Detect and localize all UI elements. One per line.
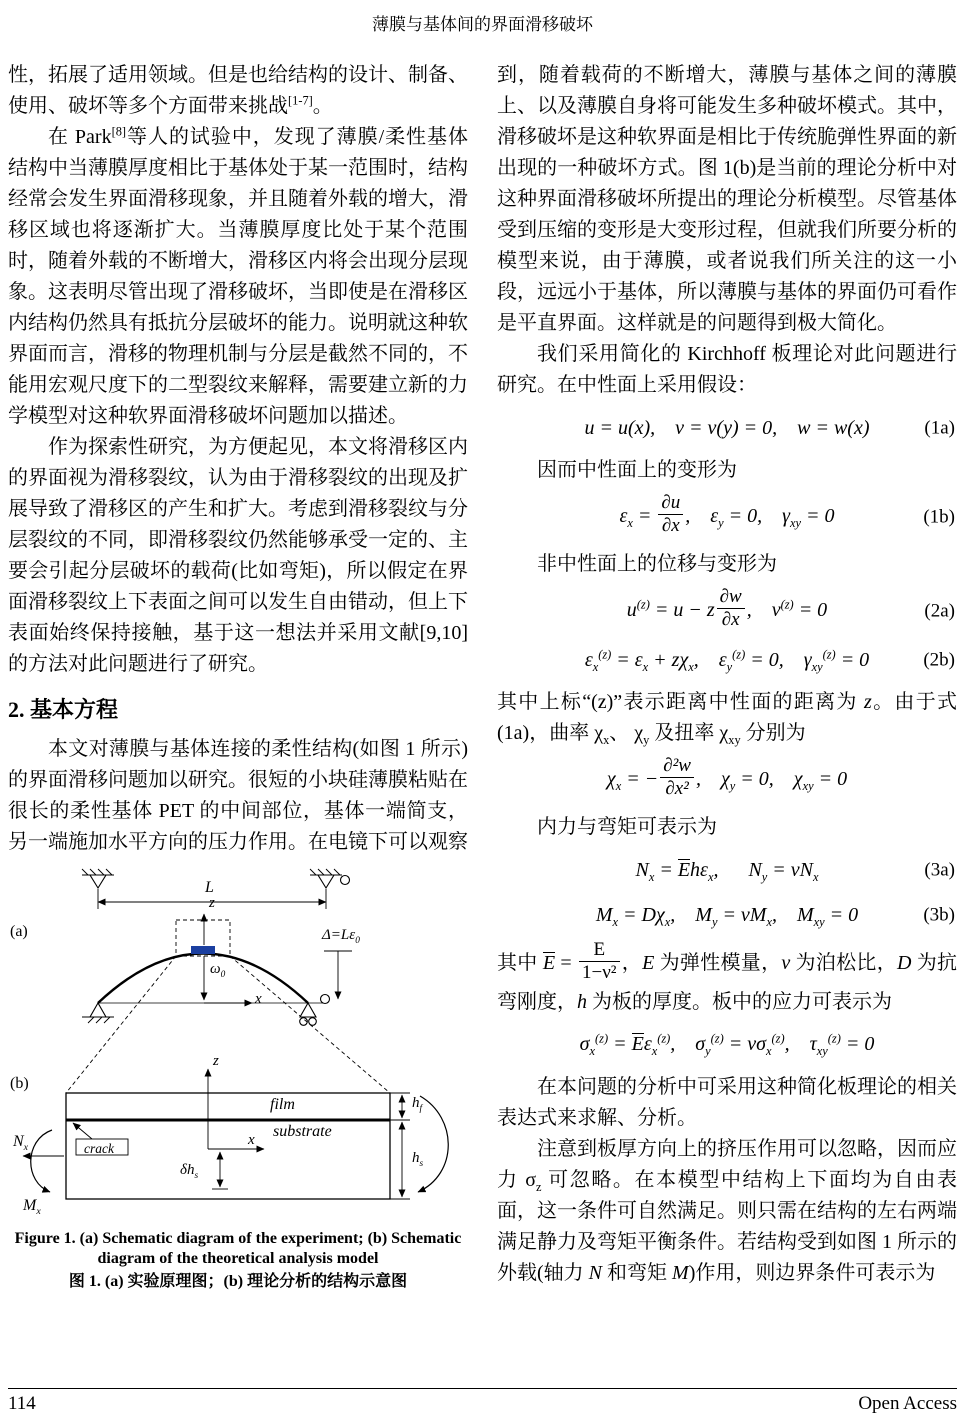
equation-3a <box>497 852 957 888</box>
top-left-pin-support <box>82 869 114 888</box>
paragraph: 其中 E = $\frac{E}{\text{1−ν²}}$ ，E 为弹性模量，ν 为泊松比，D 为抗弯刚度，h 为板的厚度。板中的应力可表示为 <box>497 939 958 1013</box>
paragraph: 在本问题的分析中可采用这种简化板理论的相关表达式来求解、分析。 <box>497 1075 957 1129</box>
end-shortening-dimension <box>324 951 352 999</box>
equation-1b <box>497 492 957 540</box>
equation-number: (1b) <box>923 506 955 528</box>
section-heading-basic-equations: 2. 基本方程 <box>8 697 119 722</box>
equation-2b <box>497 642 957 678</box>
figure-label-x-axis-b: x <box>248 1132 255 1148</box>
equation-number: (3a) <box>924 859 955 881</box>
right-column <box>497 60 957 1293</box>
right-moment-arrow <box>418 1096 448 1192</box>
paragraph: 作为探索性研究，为方便起见，本文将滑移区内的界面视为滑移裂纹，认为由于滑移裂纹的出现及扩展导致了滑移区的产生和扩大。考虑到滑移裂纹与分层裂纹的不同，即滑移裂纹仍然能够承受一定的、主要会引起分层破坏的载荷(比如弯矩)，所以假定在界面滑移裂纹上下表面之间可以发生自由错动，但上下表面始终保持接触，基于这一想法并采用文献[9,10]的方法对此问题进行了研究。 <box>8 436 468 675</box>
page-header-title: 薄膜与基体间的界面滑移破坏 <box>372 15 593 34</box>
equation-stress <box>497 1027 957 1063</box>
paragraph: 我们采用简化的 Kirchhoff 板理论对此问题进行研究。在中性面上采用假设： <box>497 343 957 396</box>
figure-1 <box>8 868 468 1293</box>
figure-label-span-L: L <box>205 879 214 896</box>
equation-body: $\varepsilon_x$ = $\frac{\partial u}{\partial x}$ , $\varepsilon_y = 0$, $\gamma_{xy} = 0$ <box>619 492 835 536</box>
equation-body: $N_x = Eh\varepsilon_x$, $N_y = \nu N_x$ <box>635 858 819 884</box>
silicon-film-rect <box>191 946 215 954</box>
equation-body: $M_x = D\chi_x$, $M_y = \nu M_x$, $M_{xy} = 0$ <box>595 903 859 929</box>
top-right-pin-support <box>310 869 350 888</box>
figure-1-canvas <box>8 868 468 1220</box>
figure-label-end-shortening: $\Delta=L\varepsilon_0$ <box>322 927 360 946</box>
figure-label-axial-force-Nx: $N_x$ <box>13 1133 29 1154</box>
figure-label-crack: crack <box>84 1141 114 1156</box>
figure-caption-english: Figure 1. (a) Schematic diagram of the experiment; (b) Schematic diagram of the theoretical analysis model <box>14 1230 462 1267</box>
equation-number: (2a) <box>924 600 955 622</box>
figure-label-z-axis-a: z <box>209 895 215 911</box>
page-number: 114 <box>8 1393 36 1414</box>
equation-body: u = u(x), v = v(y) = 0, w = w(x) <box>584 416 870 439</box>
figure-part-b-label: (b) <box>10 1075 29 1092</box>
figure-label-z-axis-b: z <box>213 1053 219 1069</box>
equation-body: $\varepsilon_x^{(z)} = \varepsilon_x + z\chi_x$, $\varepsilon_y^{(z)} = 0$, $\gamma_{xy}^{(z)} = 0$ <box>584 647 870 674</box>
equation-3b <box>497 897 957 933</box>
figure-1-diagram <box>8 868 468 1220</box>
left-column <box>8 60 468 1293</box>
equation-number: (1a) <box>924 417 955 439</box>
paragraph: 非中性面上的位移与变形为 <box>537 552 777 575</box>
open-access-label: Open Access <box>858 1393 957 1414</box>
page-footer <box>8 1388 957 1414</box>
figure-label-x-axis-a: x <box>255 991 262 1007</box>
paragraph: 注意到板厚方向上的挤压作用可以忽略，因而应力 $\sigma_z$ 可忽略。在本模型中结构上下面均为自由表面，这一条件可自然满足。则只需在结构的左右两端满足静力及弯矩平衡条件。若结构受到如图 1 所示的外载(轴力 N 和弯矩 M)作用，则边界条件可表示为 <box>497 1137 958 1284</box>
equation-curvature <box>497 755 957 803</box>
paragraph: 其中上标“(z)”表示距离中性面的距离为 z。由于式(1a)，曲率 $\chi_x$、 $\chi_y$ 及扭率 $\chi_{xy}$ 分别为 <box>497 691 958 748</box>
left-moment-arrow <box>31 1130 52 1192</box>
equation-number: (2b) <box>923 649 955 671</box>
figure-1-caption <box>8 1229 468 1293</box>
equation-body: $\sigma_x^{(z)} = E\varepsilon_x^{(z)}$, $\sigma_y^{(z)} = \nu\sigma_x^{(z)}$, $\tau_{xy}^{(z)} = 0$ <box>579 1031 875 1059</box>
figure-label-substrate-layer: substrate <box>273 1123 332 1140</box>
figure-caption-chinese: 图 1. (a) 实验原理图；(b) 理论分析的结构示意图 <box>68 1273 408 1290</box>
neutral-axis-offset-dimension <box>212 1152 228 1189</box>
paragraph: 性，拓展了适用领域。但是也给结构的设计、制备、使用、破坏等多个方面带来挑战[1-7]。 <box>8 64 468 117</box>
paragraph: 因而中性面上的变形为 <box>537 459 737 481</box>
equation-1a <box>497 410 957 446</box>
figure-label-substrate-thickness: $h_s$ <box>412 1150 424 1169</box>
figure-label-film-thickness: $h_f$ <box>412 1095 423 1114</box>
paragraph: 在 Park[8]等人的试验中，发现了薄膜/柔性基体结构中当薄膜厚度相比于基体处于某一范围时，结构经常会发生界面滑移现象，并且随着外载的增大，滑移区域也将逐渐扩大。当薄膜厚度比处于某个范围时，随着外载的不断增大，滑移区内将会出现分层现象。这表明尽管出现了滑移破坏，当即使是在滑移区内结构仍然具有抵抗分层破坏的能力。说明就这种软界面而言，滑移的物理机制与分层是截然不同的，不能用宏观尺度下的二型裂纹来解释，需要建立新的力学模型对这种软界面滑移破坏问题加以描述。 <box>8 124 468 427</box>
paragraph: 本文对薄膜与基体连接的柔性结构(如图 1 所示)的界面滑移问题加以研究。很短的小块硅薄膜粘贴在很长的柔性基体 PET 的中间部位，基体一端简支，另一端施加水平方向的压力作用。在电镜下可以观察 <box>8 738 468 853</box>
equation-body: $u^{(z)} = u - z$ $\frac{\partial w}{\partial x}$ , $v^{(z)} = 0$ <box>626 585 828 630</box>
zoom-leader-lines <box>66 956 390 1093</box>
equation-body: $\chi_x$ = − $\frac{\text{∂²w}}{\text{∂x²}}$ , $\chi_y = 0$, $\chi_{xy} = 0$ <box>606 755 848 800</box>
two-column-layout <box>8 60 957 1293</box>
buckled-film-arch <box>98 914 326 1003</box>
equation-number: (3b) <box>923 904 955 926</box>
figure-label-neutral-axis-offset: $\delta h_s$ <box>180 1162 199 1181</box>
model-cross-section <box>66 1069 390 1199</box>
figure-label-film-layer: film <box>270 1096 295 1113</box>
bottom-left-pin-support <box>82 1003 114 1023</box>
thickness-dimensions <box>390 1093 410 1199</box>
figure-part-a-label: (a) <box>10 923 28 940</box>
paragraph: 到，随着载荷的不断增大，薄膜与基体之间的薄膜上、以及薄膜自身将可能发生多种破坏模式。其中，滑移破坏是这种软界面是相比于传统脆弹性界面的新出现的一种破坏方式。图 1(b)是当前的理论分析中对这种界面滑移破坏所提出的理论分析模型。尽管基体受到压缩的变形是大变形过程，但就我们所要分析的模型来说，由于薄膜，或者说我们所关注的这一小段，远远小于基体，所以薄膜与基体的界面仍可看作是平直界面。这样就是的问题得到极大简化。 <box>497 64 957 334</box>
figure-label-moment-Mx: $M_x$ <box>23 1197 41 1218</box>
equation-2a <box>497 585 957 634</box>
paragraph: 内力与弯矩可表示为 <box>537 816 717 839</box>
figure-label-deflection-omega0: $\omega_0$ <box>210 961 226 980</box>
